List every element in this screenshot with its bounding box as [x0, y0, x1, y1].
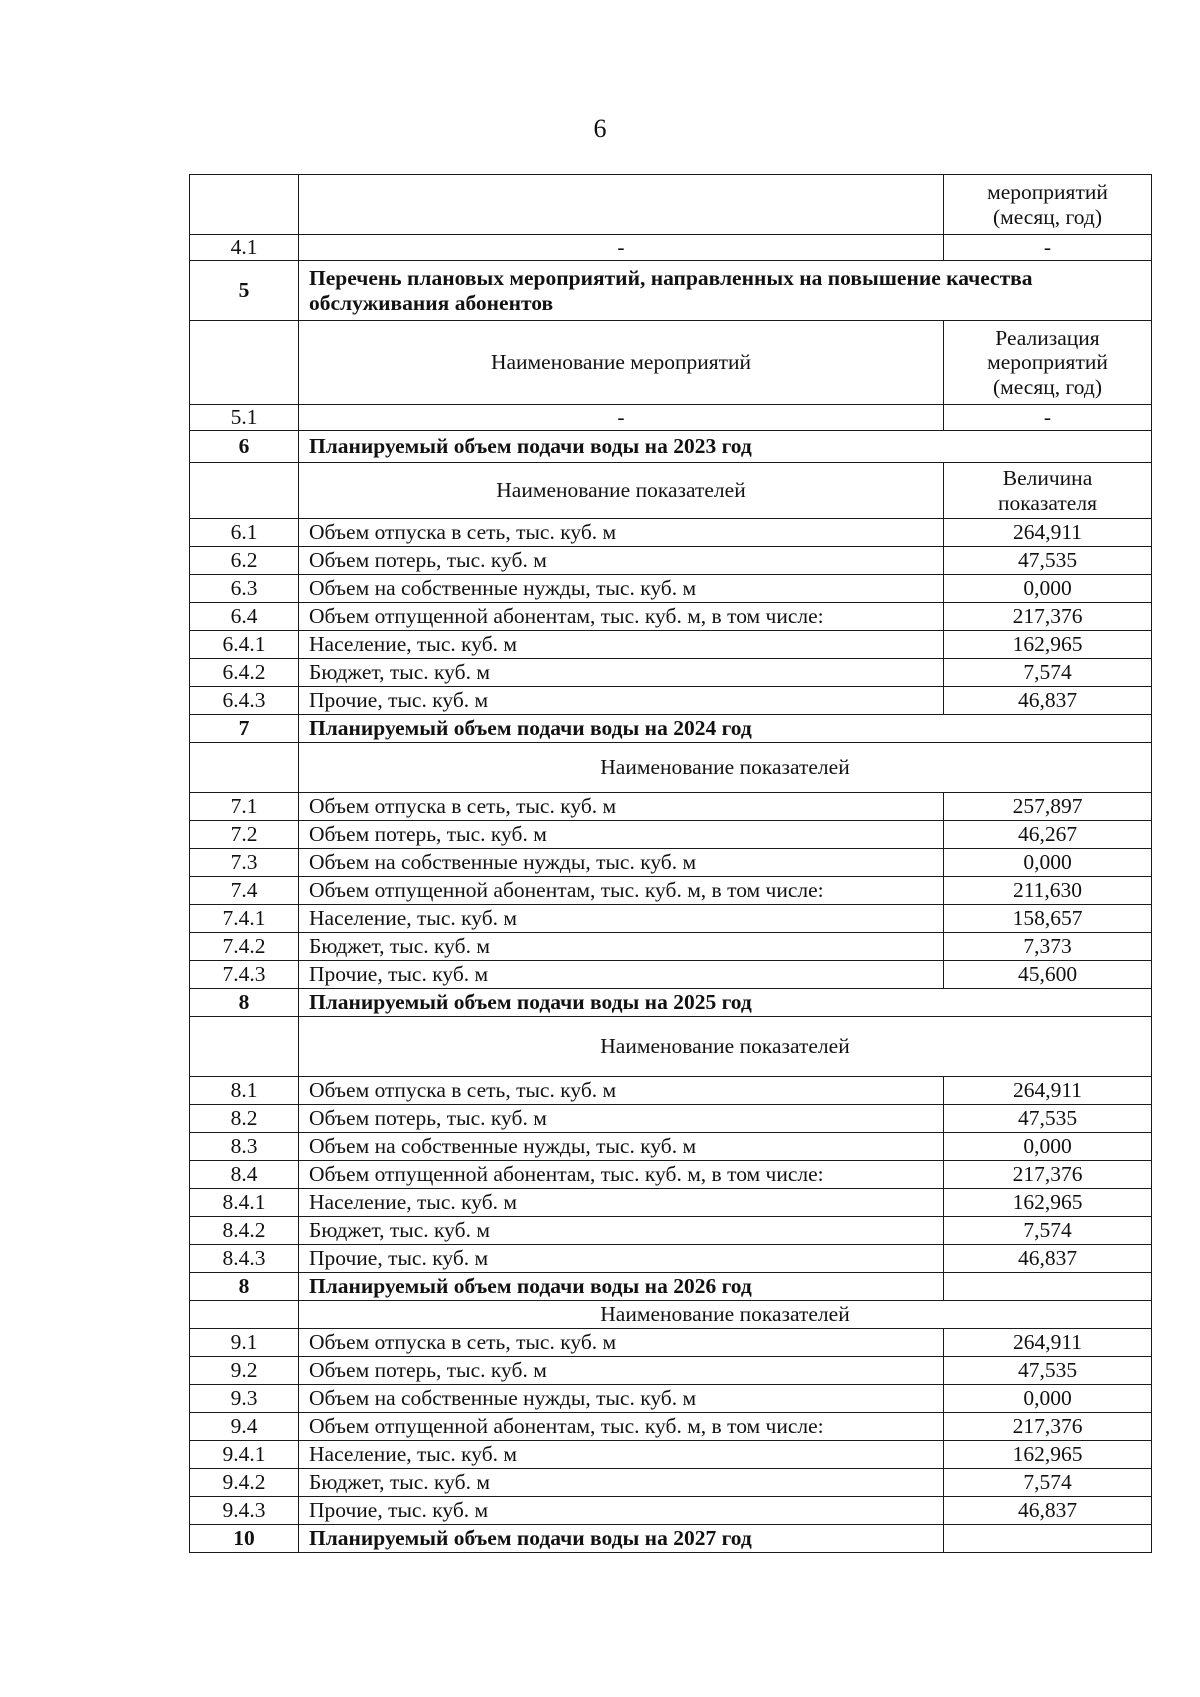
section-row — [190, 989, 1152, 1017]
table-row — [190, 575, 1152, 603]
row-value: 0,000 — [944, 1385, 1152, 1413]
row-label: Бюджет, тыс. куб. м — [299, 659, 944, 687]
header-row — [190, 321, 1152, 405]
row-value: 217,376 — [944, 1161, 1152, 1189]
row-label: Прочие, тыс. куб. м — [299, 961, 944, 989]
table-row — [190, 687, 1152, 715]
row-value: 162,965 — [944, 1189, 1152, 1217]
row-value: 162,965 — [944, 631, 1152, 659]
table-row — [190, 1217, 1152, 1245]
row-label: Объем отпущенной абонентам, тыс. куб. м, в том числе: — [299, 603, 944, 631]
row-label: Прочие, тыс. куб. м — [299, 1497, 944, 1525]
row-value — [944, 1273, 1152, 1301]
section-title: Планируемый объем подачи воды на 2023 год — [299, 431, 1152, 463]
row-value: 264,911 — [944, 519, 1152, 547]
row-number: 4.1 — [190, 235, 299, 261]
row-label: - — [299, 235, 944, 261]
row-label: Население, тыс. куб. м — [299, 1441, 944, 1469]
table-row — [190, 933, 1152, 961]
row-number: 10 — [190, 1525, 299, 1553]
row-number: 7.4.2 — [190, 933, 299, 961]
row-number — [190, 175, 299, 235]
row-number: 8.1 — [190, 1077, 299, 1105]
row-number: 8.4.2 — [190, 1217, 299, 1245]
row-label: Прочие, тыс. куб. м — [299, 1245, 944, 1273]
row-number: 5 — [190, 261, 299, 321]
row-label: Бюджет, тыс. куб. м — [299, 1217, 944, 1245]
table-row — [190, 659, 1152, 687]
row-number: 8.4.1 — [190, 1189, 299, 1217]
section-title: Перечень плановых мероприятий, направленных на повышение качества обслуживания абонентов — [299, 261, 1152, 321]
table-row — [190, 1161, 1152, 1189]
row-label: Объем потерь, тыс. куб. м — [299, 821, 944, 849]
row-label: Объем отпущенной абонентам, тыс. куб. м, в том числе: — [299, 1413, 944, 1441]
row-number: 6.3 — [190, 575, 299, 603]
row-number: 7.4.1 — [190, 905, 299, 933]
row-label: Объем потерь, тыс. куб. м — [299, 1357, 944, 1385]
row-label: Объем на собственные нужды, тыс. куб. м — [299, 1133, 944, 1161]
row-number — [190, 463, 299, 519]
row-value: 0,000 — [944, 575, 1152, 603]
row-label: Объем отпуска в сеть, тыс. куб. м — [299, 1329, 944, 1357]
row-number — [190, 1017, 299, 1077]
row-value: 7,574 — [944, 1469, 1152, 1497]
row-value — [944, 1525, 1152, 1553]
row-number: 8.4 — [190, 1161, 299, 1189]
row-label: Объем на собственные нужды, тыс. куб. м — [299, 849, 944, 877]
row-label: - — [299, 405, 944, 431]
table-row — [190, 1133, 1152, 1161]
row-value: 217,376 — [944, 603, 1152, 631]
column-header: Наименование показателей — [299, 743, 1152, 793]
table-row — [190, 1441, 1152, 1469]
column-header: Наименование мероприятий — [299, 321, 944, 405]
row-label: Объем потерь, тыс. куб. м — [299, 1105, 944, 1133]
table-row — [190, 1105, 1152, 1133]
row-value: 46,267 — [944, 821, 1152, 849]
section-row — [190, 261, 1152, 321]
row-number: 9.4 — [190, 1413, 299, 1441]
row-value: 7,574 — [944, 1217, 1152, 1245]
table-row — [190, 821, 1152, 849]
table-row — [190, 877, 1152, 905]
row-number — [190, 743, 299, 793]
row-label: Население, тыс. куб. м — [299, 631, 944, 659]
value-header: Реализация мероприятий (месяц, год) — [944, 321, 1152, 405]
section-title: Планируемый объем подачи воды на 2025 год — [299, 989, 1152, 1017]
row-value: - — [944, 405, 1152, 431]
table-row — [190, 849, 1152, 877]
column-header: Наименование показателей — [299, 463, 944, 519]
value-header: Величина показателя — [944, 463, 1152, 519]
table-row — [190, 603, 1152, 631]
planned-measures-table — [189, 174, 1152, 1553]
section-title: Планируемый объем подачи воды на 2026 год — [299, 1273, 944, 1301]
row-label: Объем отпуска в сеть, тыс. куб. м — [299, 1077, 944, 1105]
row-value: 257,897 — [944, 793, 1152, 821]
section-row — [190, 431, 1152, 463]
row-value: 0,000 — [944, 849, 1152, 877]
table-row — [190, 1077, 1152, 1105]
row-label: Население, тыс. куб. м — [299, 1189, 944, 1217]
row-value: 211,630 — [944, 877, 1152, 905]
row-value: 158,657 — [944, 905, 1152, 933]
page-number: 6 — [593, 114, 607, 143]
row-number: 6.1 — [190, 519, 299, 547]
row-number: 6.4.1 — [190, 631, 299, 659]
header-row — [190, 1017, 1152, 1077]
row-value: 264,911 — [944, 1077, 1152, 1105]
row-number: 6 — [190, 431, 299, 463]
row-label: Бюджет, тыс. куб. м — [299, 1469, 944, 1497]
row-value: 47,535 — [944, 1105, 1152, 1133]
row-number: 8.4.3 — [190, 1245, 299, 1273]
header-row — [190, 175, 1152, 235]
table-row — [190, 1245, 1152, 1273]
row-value: 264,911 — [944, 1329, 1152, 1357]
row-number: 7.3 — [190, 849, 299, 877]
table-row — [190, 1469, 1152, 1497]
row-label: Объем потерь, тыс. куб. м — [299, 547, 944, 575]
value-header: мероприятий (месяц, год) — [944, 175, 1152, 235]
row-value: 217,376 — [944, 1413, 1152, 1441]
row-value: 7,574 — [944, 659, 1152, 687]
row-value: 162,965 — [944, 1441, 1152, 1469]
section-title: Планируемый объем подачи воды на 2024 год — [299, 715, 1152, 743]
table-row — [190, 905, 1152, 933]
row-label: Объем отпуска в сеть, тыс. куб. м — [299, 793, 944, 821]
header-row — [190, 1301, 1152, 1329]
row-number: 9.4.2 — [190, 1469, 299, 1497]
table-row — [190, 631, 1152, 659]
row-number: 9.4.3 — [190, 1497, 299, 1525]
row-number: 7.4.3 — [190, 961, 299, 989]
table-row — [190, 235, 1152, 261]
table-row — [190, 519, 1152, 547]
row-number: 8 — [190, 989, 299, 1017]
header-row — [190, 743, 1152, 793]
row-value: 47,535 — [944, 547, 1152, 575]
row-number: 7.1 — [190, 793, 299, 821]
row-number: 6.4.2 — [190, 659, 299, 687]
row-number: 8 — [190, 1273, 299, 1301]
row-value: 46,837 — [944, 1245, 1152, 1273]
table-row — [190, 1329, 1152, 1357]
row-number: 9.2 — [190, 1357, 299, 1385]
row-label: Бюджет, тыс. куб. м — [299, 933, 944, 961]
column-header — [299, 175, 944, 235]
row-value: 47,535 — [944, 1357, 1152, 1385]
section-row — [190, 715, 1152, 743]
row-value: 46,837 — [944, 1497, 1152, 1525]
section-row — [190, 1273, 1152, 1301]
column-header: Наименование показателей — [299, 1017, 1152, 1077]
row-label: Объем на собственные нужды, тыс. куб. м — [299, 1385, 944, 1413]
row-number: 8.2 — [190, 1105, 299, 1133]
row-number: 7.4 — [190, 877, 299, 905]
row-number: 9.4.1 — [190, 1441, 299, 1469]
column-header: Наименование показателей — [299, 1301, 1152, 1329]
table-row — [190, 1189, 1152, 1217]
table-row — [190, 1357, 1152, 1385]
row-number: 7 — [190, 715, 299, 743]
table-row — [190, 793, 1152, 821]
row-label: Объем отпущенной абонентам, тыс. куб. м, в том числе: — [299, 877, 944, 905]
row-value: 45,600 — [944, 961, 1152, 989]
row-label: Население, тыс. куб. м — [299, 905, 944, 933]
section-title: Планируемый объем подачи воды на 2027 год — [299, 1525, 944, 1553]
row-value: 7,373 — [944, 933, 1152, 961]
table-row — [190, 961, 1152, 989]
table-row — [190, 1413, 1152, 1441]
header-row — [190, 463, 1152, 519]
row-number: 7.2 — [190, 821, 299, 849]
row-number: 9.3 — [190, 1385, 299, 1413]
row-number — [190, 321, 299, 405]
table-body — [190, 175, 1152, 1553]
row-number: 8.3 — [190, 1133, 299, 1161]
row-value: - — [944, 235, 1152, 261]
table-row — [190, 547, 1152, 575]
row-label: Объем отпущенной абонентам, тыс. куб. м, в том числе: — [299, 1161, 944, 1189]
table-row — [190, 1497, 1152, 1525]
row-number: 6.4 — [190, 603, 299, 631]
row-value: 46,837 — [944, 687, 1152, 715]
row-number: 5.1 — [190, 405, 299, 431]
row-value: 0,000 — [944, 1133, 1152, 1161]
row-number — [190, 1301, 299, 1329]
row-number: 6.2 — [190, 547, 299, 575]
row-label: Объем на собственные нужды, тыс. куб. м — [299, 575, 944, 603]
row-label: Объем отпуска в сеть, тыс. куб. м — [299, 519, 944, 547]
table-row — [190, 405, 1152, 431]
table-row — [190, 1385, 1152, 1413]
row-label: Прочие, тыс. куб. м — [299, 687, 944, 715]
row-number: 9.1 — [190, 1329, 299, 1357]
section-row — [190, 1525, 1152, 1553]
row-number: 6.4.3 — [190, 687, 299, 715]
